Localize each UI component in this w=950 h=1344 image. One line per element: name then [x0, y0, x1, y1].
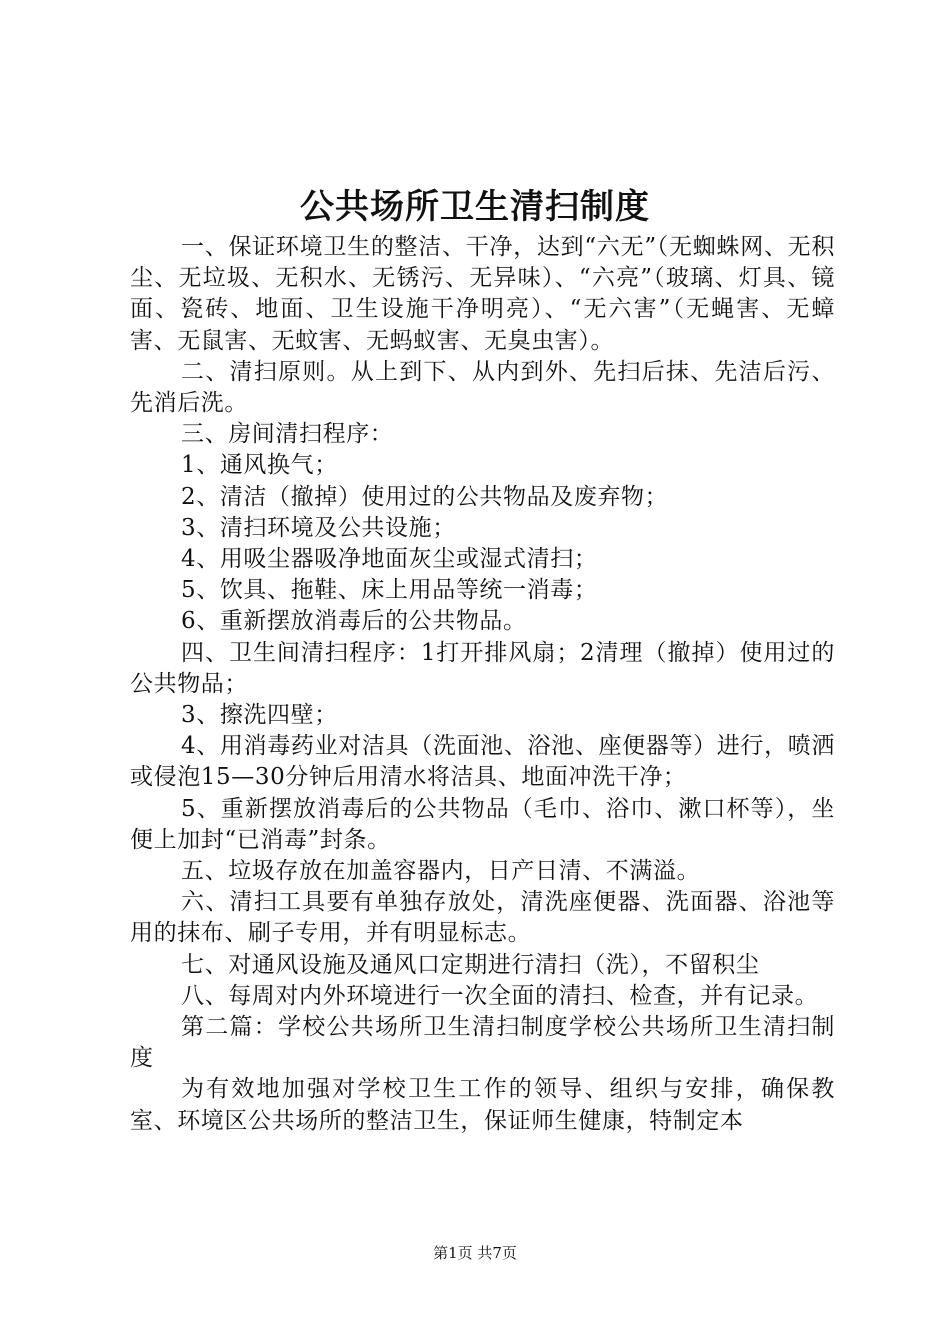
document-body: [130, 232, 835, 1137]
paragraph: 七、对通风设施及通风口定期进行清扫（洗），不留积尘: [181, 951, 760, 978]
paragraph: 八、每周对内外环境进行一次全面的清扫、检查，并有记录。: [181, 982, 819, 1009]
list-item: 5、重新摆放消毒后的公共物品（毛巾、浴巾、漱口杯等），坐便上加封“已消毒”封条。: [130, 795, 835, 853]
paragraph: 四、卫生间清扫程序：1打开排风扇；2清理（撤掉）使用过的公共物品；: [130, 639, 835, 697]
paragraph: 六、清扫工具要有单独存放处，清洗座便器、洗面器、浴池等用的抹布、刷子专用，并有明显标志。: [130, 889, 835, 947]
list-item: 4、用吸尘器吸净地面灰尘或湿式清扫；: [181, 546, 598, 573]
list-item: 3、擦洗四壁；: [181, 702, 338, 729]
paragraph: 一、保证环境卫生的整洁、干净，达到“六无”（无蜘蛛网、无积尘、无垃圾、无积水、无锈污、无异味）、“六亮”（玻璃、灯具、镜面、瓷砖、地面、卫生设施干净明亮）、“无六害”（无蝇害、无蟑害、无鼠害、无蚊害、无蚂蚁害、无臭虫害）。: [130, 234, 835, 354]
list-item: 2、清洁（撤掉）使用过的公共物品及废弃物；: [181, 483, 669, 510]
paragraph: 五、垃圾存放在加盖容器内，日产日清、不满溢。: [181, 858, 701, 885]
document-title: 公共场所卫生清扫制度: [300, 187, 650, 227]
page-footer: 第1页 共7页: [433, 1244, 517, 1262]
paragraph: 三、房间清扫程序：: [181, 421, 394, 448]
list-item: 3、清扫环境及公共设施；: [181, 514, 456, 541]
list-item: 5、饮具、拖鞋、床上用品等统一消毒；: [181, 577, 598, 604]
list-item: 1、通风换气；: [181, 452, 338, 479]
paragraph: 为有效地加强对学校卫生工作的领导、组织与安排，确保教室、环境区公共场所的整洁卫生，保证师生健康，特制定本: [130, 1076, 835, 1134]
paragraph: 二、清扫原则。从上到下、从内到外、先扫后抹、先洁后污、先消后洗。: [130, 358, 835, 417]
list-item: 6、重新摆放消毒后的公共物品。: [181, 608, 527, 635]
section-heading: 第二篇：学校公共场所卫生清扫制度学校公共场所卫生清扫制度: [130, 1014, 835, 1072]
list-item: 4、用消毒药业对洁具（洗面池、浴池、座便器等）进行，喷洒或侵泡15—30分钟后用清水将洁具、地面冲洗干净；: [130, 733, 835, 791]
